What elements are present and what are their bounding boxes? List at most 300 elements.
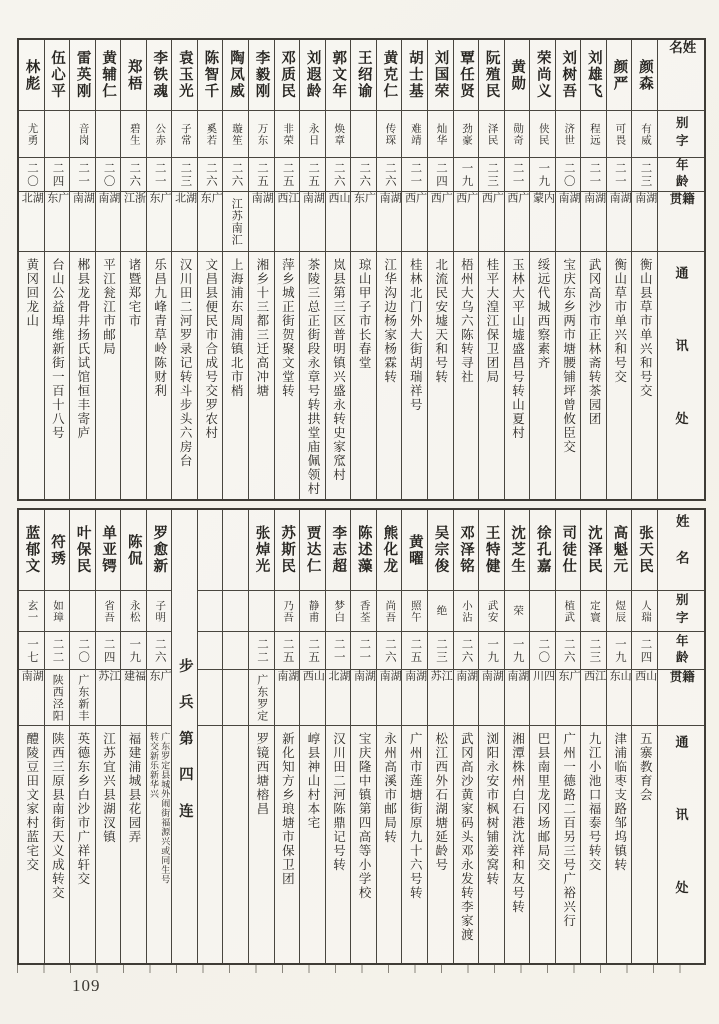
age-cell [249, 631, 274, 669]
person-column [478, 510, 504, 963]
person-column [606, 510, 632, 963]
native-cell [402, 191, 427, 251]
age-text: 二五 [256, 161, 269, 188]
zi-cell [581, 110, 606, 157]
zi-text: 梦白 [333, 599, 345, 623]
native-text: 湖南 [403, 670, 427, 700]
age-cell [581, 631, 606, 669]
empty-cell [223, 631, 248, 669]
person-column [19, 510, 44, 963]
age-text: 二〇 [77, 637, 90, 664]
native-cell [198, 191, 223, 251]
zi-cell [377, 110, 402, 157]
name-cell [147, 40, 172, 110]
address-cell [326, 251, 351, 499]
address-cell [96, 725, 121, 963]
person-column [222, 40, 248, 499]
address-text: 宝庆东乡两市塘腰铺坪曾攸臣交 [561, 258, 576, 454]
native-cell [70, 669, 95, 725]
address-text: 崞县神山村本宅 [305, 732, 320, 830]
native-text: 江苏南汇 [230, 197, 243, 246]
address-text: 津浦临枣支路邹坞镇转 [612, 732, 627, 872]
age-cell [454, 631, 479, 669]
row-header-native [658, 669, 704, 725]
age-text: 二二 [51, 637, 64, 664]
address-cell [70, 251, 95, 499]
native-cell [275, 191, 300, 251]
zi-cell [402, 110, 427, 157]
zi-cell [454, 110, 479, 157]
address-text: 黄冈回龙山 [24, 258, 39, 328]
empty-column [222, 510, 248, 963]
name-cell [607, 40, 632, 110]
empty-column [197, 510, 223, 963]
name-text: 陈述藻 [355, 525, 372, 575]
age-text: 二〇 [25, 161, 38, 188]
native-cell [479, 191, 504, 251]
empty-cell [223, 590, 248, 631]
zi-cell [45, 110, 70, 157]
header-column [657, 40, 704, 499]
zi-cell [607, 110, 632, 157]
name-text: 罗愈新 [151, 525, 168, 575]
person-column [427, 40, 453, 499]
native-text: 山东 [608, 670, 632, 700]
address-text: 新化知方乡琅塘市保卫团 [280, 732, 295, 886]
address-text: 梧州大乌六陈转寻社 [459, 258, 474, 384]
zi-text: 人瑞 [639, 599, 651, 623]
address-cell [300, 251, 325, 499]
address-text: 湘潭株州白石港沈祥和友号转 [510, 732, 525, 914]
empty-cell [223, 669, 248, 725]
native-cell [19, 669, 44, 725]
name-text: 阮殖民 [483, 50, 500, 100]
age-cell [607, 631, 632, 669]
address-cell [377, 251, 402, 499]
name-cell [556, 40, 581, 110]
native-text: 湖南 [352, 670, 376, 700]
zi-cell [19, 110, 44, 157]
name-text: 覃任贤 [458, 50, 475, 100]
person-column [606, 40, 632, 499]
age-text: 二〇 [102, 161, 115, 188]
age-text: 二五 [281, 637, 294, 664]
zi-cell [326, 590, 351, 631]
name-cell [454, 40, 479, 110]
roster-sheet [17, 38, 706, 973]
address-text: 宝庆隆中镇第四高等小学校 [357, 732, 372, 900]
age-cell [530, 157, 555, 191]
person-column [453, 40, 479, 499]
age-cell [505, 157, 530, 191]
address-cell [198, 251, 223, 499]
age-text: 二六 [383, 161, 396, 188]
zi-cell [96, 110, 121, 157]
address-text: 汉川田二河陈鼎记号转 [331, 732, 346, 872]
age-text: 一七 [25, 637, 38, 664]
native-text: 湖南 [275, 670, 299, 700]
zi-text: 万东 [256, 122, 268, 146]
age-cell [326, 631, 351, 669]
address-text: 文昌县便民市合成号交罗农村 [203, 258, 218, 440]
address-text: 福建浦城县花园弄 [127, 732, 142, 844]
age-cell [581, 157, 606, 191]
name-text: 刘国荣 [432, 50, 449, 100]
zi-text: 永日 [307, 122, 319, 146]
age-cell [505, 631, 530, 669]
zi-cell [556, 590, 581, 631]
name-text: 林彪 [23, 58, 40, 92]
age-cell [377, 631, 402, 669]
address-text: 巴县南里龙冈场邮局交 [536, 732, 551, 872]
age-text: 二六 [562, 637, 575, 664]
zi-cell [249, 110, 274, 157]
native-cell [556, 191, 581, 251]
native-text: 江西 [275, 192, 299, 222]
zi-cell [172, 110, 197, 157]
age-cell [249, 157, 274, 191]
native-text: 湖南 [250, 192, 274, 222]
age-text: 一九 [486, 637, 499, 664]
person-column [504, 40, 530, 499]
zi-text: 尤勇 [26, 122, 38, 146]
address-text: 松江西外石湖塘延龄号 [433, 732, 448, 872]
native-text: 广西 [403, 192, 427, 222]
person-column [248, 40, 274, 499]
age-text: 二二 [256, 637, 269, 664]
person-column [146, 510, 172, 963]
zi-text: 荣 [512, 605, 524, 617]
name-cell [249, 510, 274, 590]
name-text: 黄辅仁 [100, 50, 117, 100]
address-text: 广州一德路二百另三号广裕兴行 [561, 732, 576, 928]
address-text: 玉林大平山墟盛昌号转山夏村 [510, 258, 525, 440]
row-header-address [658, 251, 704, 499]
native-cell [530, 669, 555, 725]
name-text: 沈泽民 [585, 525, 602, 575]
native-text: 山西 [301, 670, 325, 700]
address-text: 英德东乡白沙市广祥轩交 [75, 732, 90, 886]
zi-text: 劲豪 [461, 122, 473, 146]
person-column [69, 40, 95, 499]
address-text: 广东罗定县城外闹街福源兴或同生号转交新乐新华兴 [149, 732, 171, 884]
name-text: 李志超 [330, 525, 347, 575]
age-cell [326, 157, 351, 191]
zi-cell [505, 110, 530, 157]
zi-text: 静甫 [307, 599, 319, 623]
native-text: 湖南 [557, 192, 581, 222]
zi-text: 照午 [409, 599, 421, 623]
address-cell [121, 251, 146, 499]
name-cell [198, 40, 223, 110]
native-text: 湖南 [20, 670, 44, 700]
address-text: 衡山县草市单兴和号交 [638, 258, 653, 398]
name-cell [96, 40, 121, 110]
name-text: 单亚锷 [100, 525, 117, 575]
row-header-label: 姓名 [667, 40, 696, 77]
age-cell [351, 631, 376, 669]
zi-text: 定寰 [588, 599, 600, 623]
age-text: 一九 [613, 637, 626, 664]
zi-cell [428, 590, 453, 631]
name-cell [223, 40, 248, 110]
zi-text: 有威 [639, 122, 651, 146]
zi-cell [377, 590, 402, 631]
address-cell [121, 725, 146, 963]
age-cell [479, 631, 504, 669]
native-text: 湖南 [301, 192, 325, 222]
zi-cell [45, 590, 70, 631]
name-text: 黄克仁 [381, 50, 398, 100]
name-cell [70, 40, 95, 110]
address-cell [96, 251, 121, 499]
native-cell [581, 191, 606, 251]
native-cell [249, 669, 274, 725]
name-cell [70, 510, 95, 590]
zi-text: 灿华 [435, 122, 447, 146]
address-cell [607, 725, 632, 963]
name-text: 荣尚义 [534, 50, 551, 100]
zi-cell [632, 590, 657, 631]
native-text: 广东 [45, 192, 69, 222]
zi-text: 玄一 [26, 599, 38, 623]
age-cell [556, 157, 581, 191]
name-cell [505, 40, 530, 110]
native-cell [505, 191, 530, 251]
age-cell [351, 157, 376, 191]
row-header-name [658, 40, 704, 110]
age-cell [300, 157, 325, 191]
name-cell [19, 510, 44, 590]
address-cell [402, 725, 427, 963]
native-cell [300, 191, 325, 251]
age-cell [19, 157, 44, 191]
zi-text: 传琛 [384, 122, 396, 146]
address-cell [581, 725, 606, 963]
name-cell [377, 510, 402, 590]
native-text: 湖北 [326, 670, 350, 700]
zi-cell [19, 590, 44, 631]
address-text: 武冈高沙市正林斋转茶园团 [587, 258, 602, 426]
native-text: 湖北 [20, 192, 44, 222]
row-header-label: 通讯处 [673, 735, 689, 954]
person-column [529, 40, 555, 499]
zi-cell [351, 110, 376, 157]
person-column [376, 40, 402, 499]
age-text: 二六 [358, 161, 371, 188]
native-cell [454, 669, 479, 725]
header-column [657, 510, 704, 963]
person-column [299, 510, 325, 963]
age-text: 二一 [358, 637, 371, 664]
native-text: 广东 [557, 670, 581, 700]
empty-cell [198, 725, 223, 963]
age-text: 一九 [128, 637, 141, 664]
name-cell [581, 510, 606, 590]
zi-cell [479, 110, 504, 157]
address-cell [581, 251, 606, 499]
page-number: 109 [72, 976, 101, 995]
name-cell [147, 510, 172, 590]
person-column [146, 40, 172, 499]
zi-text: 碧生 [128, 122, 140, 146]
age-cell [377, 157, 402, 191]
name-text: 邓泽铭 [458, 525, 475, 575]
person-column [580, 510, 606, 963]
age-text: 二六 [460, 637, 473, 664]
name-text: 徐孔嘉 [534, 525, 551, 575]
address-cell [428, 725, 453, 963]
name-cell [632, 40, 657, 110]
zi-text: 非荣 [282, 122, 294, 146]
native-cell [402, 669, 427, 725]
name-cell [326, 40, 351, 110]
address-text: 茶陵三总正街段永章号转拱堂庙佩领村 [305, 258, 320, 496]
zi-text: 奚若 [205, 122, 217, 146]
native-cell [275, 669, 300, 725]
person-column [171, 40, 197, 499]
address-text: 浏阳永安市枫树铺姜窝转 [484, 732, 499, 886]
zi-cell [121, 110, 146, 157]
address-text: 桂林北门外大街胡瑞祥号 [408, 258, 423, 412]
age-cell [428, 157, 453, 191]
zi-text: 程远 [588, 122, 600, 146]
zi-cell [70, 590, 95, 631]
address-cell [505, 251, 530, 499]
native-text: 广西 [454, 192, 478, 222]
native-cell [96, 191, 121, 251]
zi-cell [351, 590, 376, 631]
address-text: 湘乡十三都三迁高冲塘 [254, 258, 269, 398]
name-text: 伍心平 [49, 50, 66, 100]
address-cell [249, 251, 274, 499]
age-text: 二一 [77, 161, 90, 188]
native-cell [377, 191, 402, 251]
row-header-label: 通讯处 [673, 266, 689, 485]
age-cell [479, 157, 504, 191]
address-cell [402, 251, 427, 499]
row-header-label: 籍贯 [668, 192, 695, 230]
address-text: 罗镜西塘榕昌 [254, 732, 269, 816]
native-cell [19, 191, 44, 251]
name-cell [300, 510, 325, 590]
zi-cell [147, 110, 172, 157]
name-cell [402, 510, 427, 590]
person-column [248, 510, 274, 963]
zi-text: 香荃 [358, 599, 370, 623]
age-text: 二三 [588, 637, 601, 664]
age-cell [172, 157, 197, 191]
name-text: 郑梧 [125, 58, 142, 92]
address-cell [632, 251, 657, 499]
name-cell [632, 510, 657, 590]
person-column [325, 510, 351, 963]
zi-cell [223, 110, 248, 157]
name-text: 王特健 [483, 525, 500, 575]
name-text: 颜严 [611, 58, 628, 92]
native-text: 湖南 [378, 670, 402, 700]
empty-cell [198, 510, 223, 590]
age-text: 二一 [332, 637, 345, 664]
person-column [376, 510, 402, 963]
zi-text: 乃吾 [282, 599, 294, 623]
native-cell [581, 669, 606, 725]
native-text: 湖南 [608, 192, 632, 222]
age-cell [70, 157, 95, 191]
name-text: 苏斯民 [279, 525, 296, 575]
address-text: 桂平大湟江保卫团局 [484, 258, 499, 384]
name-cell [556, 510, 581, 590]
native-cell [632, 669, 657, 725]
native-cell [632, 191, 657, 251]
name-text: 张天民 [636, 525, 653, 575]
native-cell [326, 669, 351, 725]
age-text: 一九 [537, 161, 550, 188]
name-cell [607, 510, 632, 590]
zi-text: 如璋 [52, 599, 64, 623]
native-text: 江苏 [429, 670, 453, 700]
age-text: 一九 [460, 161, 473, 188]
name-text: 蓝郁文 [23, 525, 40, 575]
name-text: 符琇 [49, 533, 66, 567]
zi-cell [96, 590, 121, 631]
name-text: 王绍谕 [355, 50, 372, 100]
native-cell [454, 191, 479, 251]
address-text: 广州市莲塘街原九十六号转 [408, 732, 423, 900]
zi-text: 小沾 [461, 599, 473, 623]
native-text: 广西 [505, 192, 529, 222]
native-cell [428, 191, 453, 251]
zi-cell [402, 590, 427, 631]
company-separator-column [171, 510, 197, 963]
address-text: 琼山甲子市长春堂 [357, 258, 372, 370]
native-text: 湖南 [582, 192, 606, 222]
age-text: 二五 [307, 161, 320, 188]
age-cell [556, 631, 581, 669]
row-header-age [658, 631, 704, 669]
zi-cell [428, 110, 453, 157]
name-text: 黄勋 [509, 58, 526, 92]
name-cell [275, 510, 300, 590]
address-cell [607, 251, 632, 499]
company-label: 步兵第四连 [176, 658, 193, 840]
row-header-age [658, 157, 704, 191]
roster-table-top [17, 38, 706, 501]
address-cell [172, 251, 197, 499]
age-text: 二四 [639, 637, 652, 664]
native-text: 湖北 [173, 192, 197, 222]
age-text: 二六 [383, 637, 396, 664]
person-column [401, 40, 427, 499]
person-column [197, 40, 223, 499]
address-text: 郴县龙骨井扬氏试馆恒丰寄庐 [75, 258, 90, 440]
address-cell [377, 725, 402, 963]
address-cell [19, 725, 44, 963]
native-cell [326, 191, 351, 251]
native-cell [121, 669, 146, 725]
name-cell [351, 510, 376, 590]
person-column [427, 510, 453, 963]
age-text: 一九 [511, 637, 524, 664]
zi-text: 焕章 [333, 122, 345, 146]
name-cell [96, 510, 121, 590]
name-cell [377, 40, 402, 110]
person-column [478, 40, 504, 499]
zi-text: 植武 [563, 599, 575, 623]
native-text: 湖南 [480, 670, 504, 700]
zi-text: 省吾 [103, 599, 115, 623]
name-cell [479, 40, 504, 110]
